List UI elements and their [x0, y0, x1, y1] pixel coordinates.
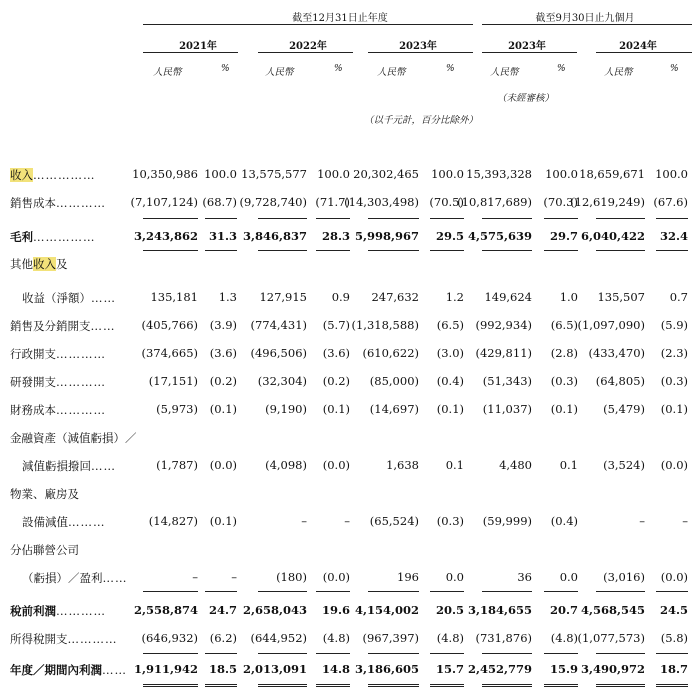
- table-row: [0, 346, 700, 364]
- table-row: [0, 402, 700, 420]
- single-underline: [596, 250, 645, 251]
- year-rule-2023: [368, 52, 473, 53]
- amount-cell: 4,154,002: [354, 603, 419, 617]
- amount-cell: (731,876): [475, 631, 532, 645]
- currency-2024-9m: 人民幣: [604, 67, 633, 78]
- dot-leader: …………: [56, 604, 106, 618]
- percent-cell: (0.1): [209, 402, 237, 416]
- dot-leader: …………: [56, 403, 106, 417]
- row-label: [10, 603, 106, 619]
- percent-cell: (4.8): [550, 631, 578, 645]
- amount-cell: (1,077,573): [577, 631, 645, 645]
- row-label-text: 稅前利潤: [10, 604, 56, 618]
- dot-leader: ……: [91, 459, 116, 473]
- single-underline: [316, 218, 350, 219]
- row-label-text: 金融資產（減值虧損）／: [10, 431, 137, 445]
- percent-cell: (6.2): [209, 631, 237, 645]
- percent-cell: (70.3): [543, 195, 578, 209]
- dot-leader: ……………: [33, 168, 96, 182]
- amount-cell: 2,013,091: [242, 662, 307, 676]
- double-underline: [368, 684, 419, 687]
- single-underline: [430, 218, 464, 219]
- amount-cell: 149,624: [484, 290, 532, 304]
- row-label-text: 減值虧損撥回: [22, 459, 91, 473]
- double-underline: [544, 684, 578, 687]
- single-underline: [368, 653, 419, 654]
- year-2021: 2021年: [179, 41, 217, 52]
- percent-cell: (0.0): [322, 570, 350, 584]
- single-underline: [205, 591, 237, 592]
- row-label-text: 收入: [10, 168, 33, 182]
- single-underline: [544, 591, 578, 592]
- table-row: [0, 430, 700, 448]
- double-underline: [316, 684, 350, 687]
- amount-cell: 4,575,639: [467, 229, 532, 243]
- amount-cell: (85,000): [369, 374, 419, 388]
- year-rule-2024-9m: [596, 52, 692, 53]
- single-underline: [656, 218, 688, 219]
- percent-cell: 0.9: [331, 290, 350, 304]
- amount-cell: 196: [397, 570, 419, 584]
- dot-leader: …………: [56, 375, 106, 389]
- single-underline: [544, 250, 578, 251]
- percent-cell: (3.0): [436, 346, 464, 360]
- currency-2021: 人民幣: [153, 67, 182, 78]
- percent-cell: (2.3): [660, 346, 688, 360]
- amount-cell: (5,479): [603, 402, 645, 416]
- row-label: [10, 195, 106, 211]
- amount-cell: (774,431): [250, 318, 307, 332]
- row-label: [10, 662, 127, 678]
- percent-cell: 18.7: [659, 662, 688, 676]
- row-label-text: 收益（淨額）: [22, 291, 91, 305]
- amount-cell: (1,787): [156, 458, 198, 472]
- amount-cell: (59,999): [482, 514, 532, 528]
- percent-cell: 100.0: [545, 167, 578, 181]
- row-label-text: 年度／期間內利潤: [10, 663, 102, 677]
- percent-cell: (6.5): [550, 318, 578, 332]
- row-label: [10, 486, 79, 502]
- row-label-highlight: 收入: [33, 257, 56, 271]
- amount-cell: (5,973): [156, 402, 198, 416]
- amount-cell: (646,932): [141, 631, 198, 645]
- amount-cell: 20,302,465: [353, 167, 419, 181]
- amount-cell: 3,243,862: [133, 229, 198, 243]
- currency-2023: 人民幣: [377, 67, 406, 78]
- row-label: [10, 374, 106, 390]
- percent-cell: 100.0: [431, 167, 464, 181]
- percent-cell: 20.7: [549, 603, 578, 617]
- percent-cell: (71.7): [315, 195, 350, 209]
- amount-cell: (9,190): [265, 402, 307, 416]
- dot-leader: ……: [90, 319, 116, 333]
- row-label: [10, 318, 116, 334]
- amount-cell: (14,827): [148, 514, 198, 528]
- single-underline: [482, 591, 532, 592]
- percent-cell: 100.0: [317, 167, 350, 181]
- percent-cell: 0.0: [445, 570, 464, 584]
- single-underline: [368, 591, 419, 592]
- percent-cell: (0.2): [322, 374, 350, 388]
- single-underline: [205, 250, 237, 251]
- percent-cell: (0.0): [322, 458, 350, 472]
- amount-cell: (374,665): [141, 346, 198, 360]
- dot-leader: ………: [68, 515, 106, 529]
- percent-cell: (3.6): [209, 346, 237, 360]
- double-underline: [482, 684, 532, 687]
- row-label: [22, 290, 116, 306]
- double-underline: [205, 684, 237, 687]
- amount-cell: (4,098): [265, 458, 307, 472]
- unit-note: （以千元計，百分比除外）: [364, 115, 479, 126]
- amount-cell: 3,184,655: [467, 603, 532, 617]
- table-row: [0, 374, 700, 392]
- table-row: [0, 290, 700, 308]
- percent-cell: 29.7: [549, 229, 578, 243]
- amount-cell: (992,934): [475, 318, 532, 332]
- percent-cell: 0.0: [559, 570, 578, 584]
- table-row: [0, 256, 700, 274]
- percent-cell: 1.2: [445, 290, 464, 304]
- percent-cell: 100.0: [655, 167, 688, 181]
- row-label: [22, 514, 106, 530]
- percent-cell: 24.7: [208, 603, 237, 617]
- table-row: [0, 631, 700, 649]
- percent-cell: 15.9: [549, 662, 578, 676]
- table-row: [0, 486, 700, 504]
- percent-cell: (0.4): [550, 514, 578, 528]
- single-underline: [143, 218, 198, 219]
- amount-cell: (12,619,249): [570, 195, 645, 209]
- amount-cell: 3,846,837: [242, 229, 307, 243]
- percent-cell: (0.1): [322, 402, 350, 416]
- amount-cell: 3,186,605: [354, 662, 419, 676]
- row-label-text: 銷售及分銷開支: [10, 319, 91, 333]
- single-underline: [430, 653, 464, 654]
- amount-cell: 10,350,986: [132, 167, 198, 181]
- percent-cell: 15.7: [435, 662, 464, 676]
- row-label-part: 及: [56, 257, 68, 271]
- amount-cell: 6,040,422: [580, 229, 645, 243]
- dot-leader: ……: [102, 571, 128, 585]
- amount-cell: (11,037): [482, 402, 532, 416]
- percent-cell: –: [344, 514, 350, 528]
- percent-cell: 24.5: [659, 603, 688, 617]
- single-underline: [258, 218, 307, 219]
- amount-cell: –: [192, 570, 198, 584]
- amount-cell: 135,507: [597, 290, 645, 304]
- group-rule-full-year: [143, 24, 473, 25]
- table-row: [0, 458, 700, 476]
- amount-cell: –: [301, 514, 307, 528]
- amount-cell: 2,452,779: [467, 662, 532, 676]
- percent-cell: (0.1): [436, 402, 464, 416]
- row-label-text: 毛利: [10, 230, 33, 244]
- table-row: [0, 542, 700, 560]
- percent-cell: 100.0: [204, 167, 237, 181]
- year-rule-2023-9m: [482, 52, 577, 53]
- percent-cell: (68.7): [202, 195, 237, 209]
- amount-cell: (1,097,090): [577, 318, 645, 332]
- amount-cell: 1,638: [386, 458, 419, 472]
- amount-cell: 5,998,967: [354, 229, 419, 243]
- double-underline: [656, 684, 688, 687]
- amount-cell: 127,915: [259, 290, 307, 304]
- percent-cell: (0.4): [436, 374, 464, 388]
- percent-cell: (0.2): [209, 374, 237, 388]
- amount-cell: (644,952): [250, 631, 307, 645]
- single-underline: [482, 250, 532, 251]
- single-underline: [656, 591, 688, 592]
- amount-cell: (64,805): [595, 374, 645, 388]
- table-row: [0, 662, 700, 680]
- amount-cell: (496,506): [250, 346, 307, 360]
- year-2022: 2022年: [289, 41, 327, 52]
- single-underline: [482, 653, 532, 654]
- amount-cell: 13,575,577: [241, 167, 307, 181]
- amount-cell: (7,107,124): [130, 195, 198, 209]
- percent-cell: 0.1: [559, 458, 578, 472]
- amount-cell: 15,393,328: [466, 167, 532, 181]
- percent-cell: –: [682, 514, 688, 528]
- dot-leader: …………: [67, 632, 118, 646]
- amount-cell: (14,697): [369, 402, 419, 416]
- table-row: [0, 229, 700, 247]
- pct-2023-9m: %: [557, 64, 566, 74]
- row-label-text: 銷售成本: [10, 196, 56, 210]
- single-underline: [596, 591, 645, 592]
- row-label: [10, 542, 79, 558]
- percent-cell: (5.7): [322, 318, 350, 332]
- percent-cell: (5.9): [660, 318, 688, 332]
- double-underline: [430, 684, 464, 687]
- percent-cell: (0.1): [550, 402, 578, 416]
- row-label: [10, 631, 118, 647]
- amount-cell: 135,181: [150, 290, 198, 304]
- currency-2023-9m: 人民幣: [490, 67, 519, 78]
- amount-cell: (51,343): [482, 374, 532, 388]
- double-underline: [258, 684, 307, 687]
- percent-cell: (0.3): [436, 514, 464, 528]
- single-underline: [258, 250, 307, 251]
- percent-cell: (5.8): [660, 631, 688, 645]
- amount-cell: 247,632: [371, 290, 419, 304]
- dot-leader: …………: [56, 347, 106, 361]
- percent-cell: 31.3: [208, 229, 237, 243]
- single-underline: [368, 250, 419, 251]
- percent-cell: –: [231, 570, 237, 584]
- percent-cell: (0.3): [660, 374, 688, 388]
- percent-cell: 0.7: [669, 290, 688, 304]
- amount-cell: 2,558,874: [133, 603, 198, 617]
- double-underline: [596, 684, 645, 687]
- row-label-text: 所得稅開支: [10, 632, 68, 646]
- amount-cell: (32,304): [257, 374, 307, 388]
- row-label: [10, 256, 68, 272]
- group-header-nine-months: 截至9月30日止九個月: [535, 13, 635, 24]
- year-2023-9m: 2023年: [508, 41, 546, 52]
- row-label-text: 物業、廠房及: [10, 487, 79, 501]
- row-label: [10, 229, 96, 245]
- amount-cell: 4,568,545: [580, 603, 645, 617]
- percent-cell: (67.6): [653, 195, 688, 209]
- double-underline: [143, 684, 198, 687]
- single-underline: [205, 653, 237, 654]
- single-underline: [656, 250, 688, 251]
- table-row: [0, 603, 700, 621]
- row-label: [10, 430, 137, 446]
- group-header-full-year: 截至12月31日止年度: [292, 13, 388, 24]
- row-label-text: 設備減值: [22, 515, 68, 529]
- amount-cell: 1,911,942: [133, 662, 198, 676]
- unaudited-note: （未經審核）: [497, 93, 555, 104]
- percent-cell: (0.0): [660, 458, 688, 472]
- year-rule-2021: [143, 52, 238, 53]
- table-row: [0, 195, 700, 213]
- currency-2022: 人民幣: [265, 67, 294, 78]
- year-rule-2022: [258, 52, 353, 53]
- single-underline: [316, 653, 350, 654]
- row-label-text: 行政開支: [10, 347, 56, 361]
- row-label-text: 研發開支: [10, 375, 56, 389]
- amount-cell: (3,524): [603, 458, 645, 472]
- percent-cell: (0.0): [209, 458, 237, 472]
- dot-leader: ……………: [33, 230, 96, 244]
- percent-cell: (0.0): [660, 570, 688, 584]
- row-label: [22, 570, 128, 586]
- pct-2024-9m: %: [670, 64, 679, 74]
- single-underline: [316, 250, 350, 251]
- table-row: [0, 570, 700, 588]
- table-row: [0, 318, 700, 336]
- amount-cell: (405,766): [141, 318, 198, 332]
- amount-cell: –: [639, 514, 645, 528]
- percent-cell: (3.6): [322, 346, 350, 360]
- dot-leader: ……: [91, 291, 116, 305]
- amount-cell: (1,318,588): [351, 318, 419, 332]
- pct-2022: %: [334, 64, 343, 74]
- single-underline: [258, 591, 307, 592]
- percent-cell: (0.3): [550, 374, 578, 388]
- amount-cell: 18,659,671: [579, 167, 645, 181]
- dot-leader: ……: [102, 663, 127, 677]
- single-underline: [656, 653, 688, 654]
- row-label-text: 財務成本: [10, 403, 56, 417]
- single-underline: [316, 591, 350, 592]
- amount-cell: (14,303,498): [344, 195, 419, 209]
- single-underline: [205, 218, 237, 219]
- year-2024-9m: 2024年: [619, 41, 657, 52]
- single-underline: [143, 250, 198, 251]
- percent-cell: 32.4: [659, 229, 688, 243]
- pct-2021: %: [221, 64, 230, 74]
- row-label: [10, 346, 106, 362]
- amount-cell: 36: [517, 570, 532, 584]
- row-label-text: 分佔聯營公司: [10, 543, 79, 557]
- amount-cell: (10,817,689): [457, 195, 532, 209]
- single-underline: [544, 653, 578, 654]
- percent-cell: (0.1): [660, 402, 688, 416]
- amount-cell: (429,811): [475, 346, 532, 360]
- group-rule-nine-months: [482, 24, 692, 25]
- percent-cell: (2.8): [550, 346, 578, 360]
- pct-2023: %: [446, 64, 455, 74]
- row-label: [22, 458, 116, 474]
- single-underline: [430, 591, 464, 592]
- single-underline: [143, 591, 198, 592]
- percent-cell: 1.3: [218, 290, 237, 304]
- percent-cell: (70.5): [429, 195, 464, 209]
- percent-cell: 0.1: [445, 458, 464, 472]
- single-underline: [368, 218, 419, 219]
- row-label: [10, 167, 96, 183]
- amount-cell: 3,490,972: [580, 662, 645, 676]
- amount-cell: (3,016): [603, 570, 645, 584]
- amount-cell: 4,480: [499, 458, 532, 472]
- row-label-part: 其他: [10, 257, 33, 271]
- percent-cell: (4.8): [322, 631, 350, 645]
- percent-cell: (4.8): [436, 631, 464, 645]
- single-underline: [482, 218, 532, 219]
- amount-cell: (610,622): [362, 346, 419, 360]
- percent-cell: 20.5: [435, 603, 464, 617]
- percent-cell: 18.5: [208, 662, 237, 676]
- single-underline: [596, 653, 645, 654]
- amount-cell: (967,397): [362, 631, 419, 645]
- percent-cell: 29.5: [435, 229, 464, 243]
- percent-cell: (6.5): [436, 318, 464, 332]
- percent-cell: 19.6: [321, 603, 350, 617]
- year-2023: 2023年: [399, 41, 437, 52]
- amount-cell: (65,524): [369, 514, 419, 528]
- row-label: [10, 402, 106, 418]
- percent-cell: (3.9): [209, 318, 237, 332]
- amount-cell: (433,470): [588, 346, 645, 360]
- dot-leader: …………: [56, 196, 106, 210]
- amount-cell: (17,151): [148, 374, 198, 388]
- percent-cell: (0.1): [209, 514, 237, 528]
- amount-cell: (180): [276, 570, 307, 584]
- table-row: [0, 167, 700, 185]
- amount-cell: 2,658,043: [242, 603, 307, 617]
- row-label-text: （虧損）／盈利: [22, 571, 103, 585]
- percent-cell: 14.8: [321, 662, 350, 676]
- single-underline: [143, 653, 198, 654]
- single-underline: [596, 218, 645, 219]
- amount-cell: (9,728,740): [239, 195, 307, 209]
- percent-cell: 28.3: [321, 229, 350, 243]
- single-underline: [430, 250, 464, 251]
- single-underline: [544, 218, 578, 219]
- single-underline: [258, 653, 307, 654]
- percent-cell: 1.0: [559, 290, 578, 304]
- table-row: [0, 514, 700, 532]
